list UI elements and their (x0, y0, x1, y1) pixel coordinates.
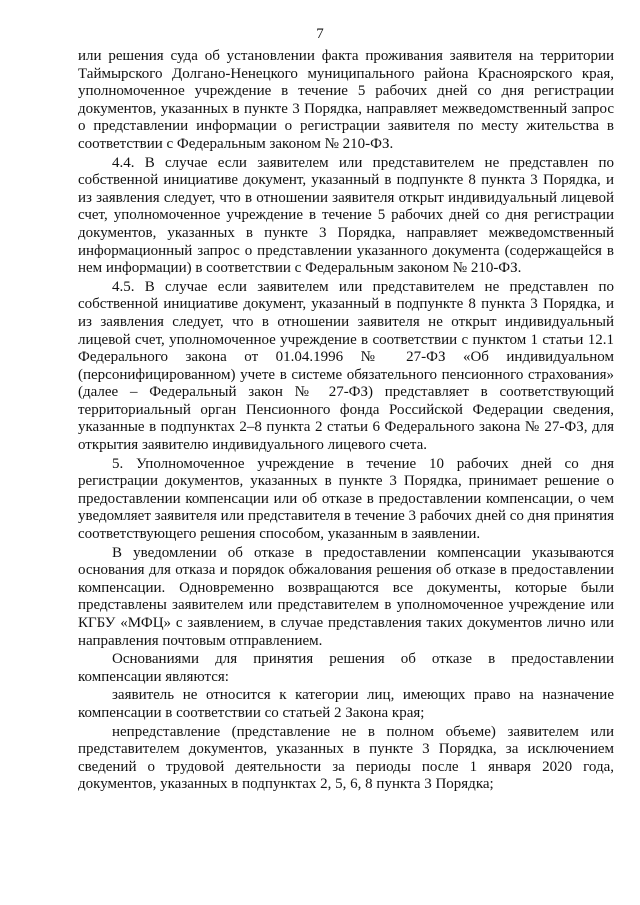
paragraph-refusal-grounds: Основаниями для принятия решения об отказе в предоставлении компенсации являются: (78, 651, 614, 685)
paragraph-5: 5. Уполномоченное учреждение в течение 10 рабочих дней со дня регистрации документов, указанных в пункте 3 Порядка, принимает решение о предоставлении компенсации или об отказе в предоставлении компенсации, о чем уведомляет заявителя или представителя в течение 3 рабочих дней со дня принятия соответствующего решения способом, указанным в заявлении. (78, 455, 614, 543)
paragraph-ground-category: заявитель не относится к категории лиц, имеющих право на назначение компенсации в соответствии со статьей 2 Закона края; (78, 687, 614, 721)
paragraph-4-4: 4.4. В случае если заявителем или представителем не представлен по собственной инициативе документ, указанный в подпункте 8 пункта 3 Порядка, и из заявления следует, что в отношении заявителя открыт индивидуальный лицевой счет, уполномоченное учреждение в течение 5 рабочих дней со дня регистрации документов, указанных в пункте 3 Порядка, направляет межведомственный информационный запрос о представлении указанного документа (содержащейся в нем информации) в соответствии с Федеральным законом № 210-ФЗ. (78, 154, 614, 277)
paragraph-ground-documents: непредставление (представление не в полном объеме) заявителем или представителем документов, указанных в пункте 3 Порядка, за исключением сведений о трудовой деятельности за периоды после 1 января 2020 года, документов, указанных в подпунктах 2, 5, 6, 8 пункта 3 Порядка; (78, 723, 614, 793)
paragraph-4-5: 4.5. В случае если заявителем или представителем не представлен по собственной инициативе документ, указанный в подпункте 8 пункта 3 Порядка, и из заявления следует, что в отношении заявителя не открыт индивидуальный лицевой счет, уполномоченное учреждение в соответствии с пунктом 1 статьи 12.1 Федерального закона от 01.04.1996 № 27-ФЗ «Об индивидуальном (персонифицированном) учете в системе обязательного пенсионного страхования» (далее – Федеральный закон № 27-ФЗ) представляет в соответствующий территориальный орган Пенсионного фонда Российской Федерации сведения, указанные в подпунктах 2–8 пункта 2 статьи 6 Федерального закона № 27-ФЗ, для открытия заявителю индивидуального лицевого счета. (78, 278, 614, 454)
page-number: 7 (316, 26, 324, 42)
paragraph-refusal-notice: В уведомлении об отказе в предоставлении компенсации указываются основания для отказа и порядок обжалования решения об отказе в предоставлении компенсации. Одновременно возвращаются все документы, которые были представлены заявителем или представителем в уполномоченное учреждение или КГБУ «МФЦ» с заявлением, в случае представления таких документов лично или направления почтовым отправлением. (78, 544, 614, 649)
document-body (78, 48, 614, 795)
paragraph-continuation: или решения суда об установлении факта проживания заявителя на территории Таймырского Долгано-Ненецкого муниципального района Красноярского края, уполномоченное учреждение в течение 5 рабочих дней со дня регистрации документов, указанных в пункте 3 Порядка, направляет межведомственный запрос о представлении информации о регистрации заявителя по месту жительства в соответствии с Федеральным законом № 210-ФЗ. (78, 48, 614, 152)
